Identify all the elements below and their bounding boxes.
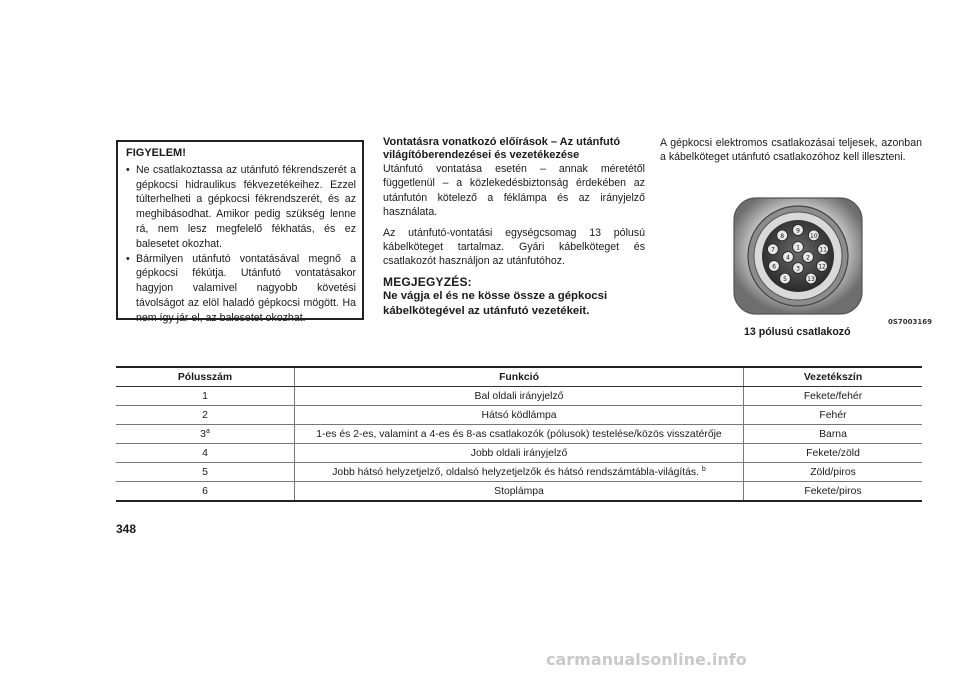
warning-item: • Bármilyen utánfutó vontatásával megnő a gépkocsi fékútja. Utánfutó vontatásakor hagyjon valamivel nagyobb követési távolságot az elöl haladó gépkocsi mögött. Ha nem így jár el, az balesetet okozhat. xyxy=(126,252,356,326)
connector-pin-label: 9 xyxy=(796,227,800,235)
wire-color-cell: Fehér xyxy=(744,406,923,425)
wiring-section xyxy=(383,136,645,319)
connector-pin-label: 13 xyxy=(807,275,815,283)
pin-number-cell: 3$^a$ xyxy=(116,425,295,444)
function-cell: Jobb oldali irányjelző xyxy=(295,444,744,463)
pin-number-cell: 6 xyxy=(202,485,208,497)
wire-color-cell: Fekete/piros xyxy=(744,482,923,502)
wire-color-cell: Barna xyxy=(744,425,923,444)
connector-pin-label: 2 xyxy=(806,254,810,262)
function-cell: Stoplámpa xyxy=(295,482,744,502)
warning-title: FIGYELEM! xyxy=(126,147,186,159)
connector-pin-label: 3 xyxy=(796,265,800,273)
pin-table xyxy=(116,366,922,502)
table-row xyxy=(116,463,922,482)
page-number: 348 xyxy=(116,522,137,536)
footer-watermark: carmanualsonline.info xyxy=(546,650,747,669)
table-row xyxy=(116,444,922,463)
header-pin: Pólusszám xyxy=(116,367,295,387)
right-paragraph: A gépkocsi elektromos csatlakozásai teljesek, azonban a kábelköteget utánfutó csatlakozóhoz kell illeszteni. xyxy=(660,137,922,164)
wire-color-cell: Fekete/zöld xyxy=(744,444,923,463)
section-heading: Vontatásra vonatkozó előírások – Az utánfutó világítóberendezései és vezetékezése xyxy=(383,136,621,161)
header-function: Funkció xyxy=(295,367,744,387)
table-row xyxy=(116,387,922,406)
pin-number-cell: 2 xyxy=(116,406,295,425)
table-row xyxy=(116,406,922,425)
connector-pin-label: 12 xyxy=(818,263,826,271)
connector-pin-label: 10 xyxy=(810,232,818,240)
table-row xyxy=(116,482,922,502)
figure-caption: 13 pólusú csatlakozó xyxy=(744,326,851,338)
wire-color-cell: Zöld/piros xyxy=(744,463,923,482)
warning-item: • Ne csatlakoztassa az utánfutó fékrendszerét a gépkocsi hidraulikus fékvezetékeihez. Ezzel túlterhelheti a gépkocsi fékrendszerét, és az meghibásodhat. Amikor pedig szükség lenne rá, nem lesz megfelelő fékhatás, és ez balesetet okozhat. xyxy=(126,163,356,252)
table-row xyxy=(116,425,922,444)
connector-figure xyxy=(732,192,924,326)
function-cell: 1-es és 2-es, valamint a 4-es és 8-as csatlakozók (pólusok) testelése/közös visszatérője xyxy=(295,425,744,444)
connector-pin-label: 8 xyxy=(780,232,785,240)
connector-pin-label: 7 xyxy=(770,246,775,254)
section-paragraph: Az utánfutó-vontatási egységcsomag 13 pólusú kábelköteget tartalmaz. Gyári kábelköteget és csatlakozót használjon az utánfutóhoz. xyxy=(383,226,645,268)
connector-pin-label: 11 xyxy=(819,246,827,254)
connector-pin-label: 5 xyxy=(783,275,787,283)
section-paragraph: Utánfutó vontatása esetén – annak méretétől függetlenül – a közlekedésbiztonság érdekében az utánfutón kötelező a féklámpa és az irányjelző használata. xyxy=(383,163,645,219)
function-cell: Bal oldali irányjelző xyxy=(295,387,744,406)
note-body: Ne vágja el és ne kösse össze a gépkocsi kábelkötegével az utánfutó vezetékeit. xyxy=(383,290,608,318)
pin-number-cell: 4 xyxy=(116,444,295,463)
table-header-row xyxy=(116,367,922,387)
warning-box xyxy=(116,140,364,324)
header-color: Vezetékszín xyxy=(744,367,923,387)
note-title: MEGJEGYZÉS: xyxy=(383,274,472,289)
pin-number-cell: 1 xyxy=(116,387,295,406)
pin-number-cell: 5 xyxy=(116,463,295,482)
function-cell: Jobb hátsó helyzetjelző, oldalsó helyzetjelzők és hátsó rendszámtábla-világítás. $^b$ xyxy=(295,463,744,482)
wire-color-cell: Fekete/fehér xyxy=(744,387,923,406)
connector-pin-label: 1 xyxy=(796,244,800,252)
connector-pin-label: 6 xyxy=(772,263,776,271)
connector-illustration xyxy=(732,192,924,326)
connector-pin-label: 4 xyxy=(786,254,790,262)
figure-code: 0S7003169 xyxy=(888,318,933,326)
function-cell: Hátsó ködlámpa xyxy=(295,406,744,425)
